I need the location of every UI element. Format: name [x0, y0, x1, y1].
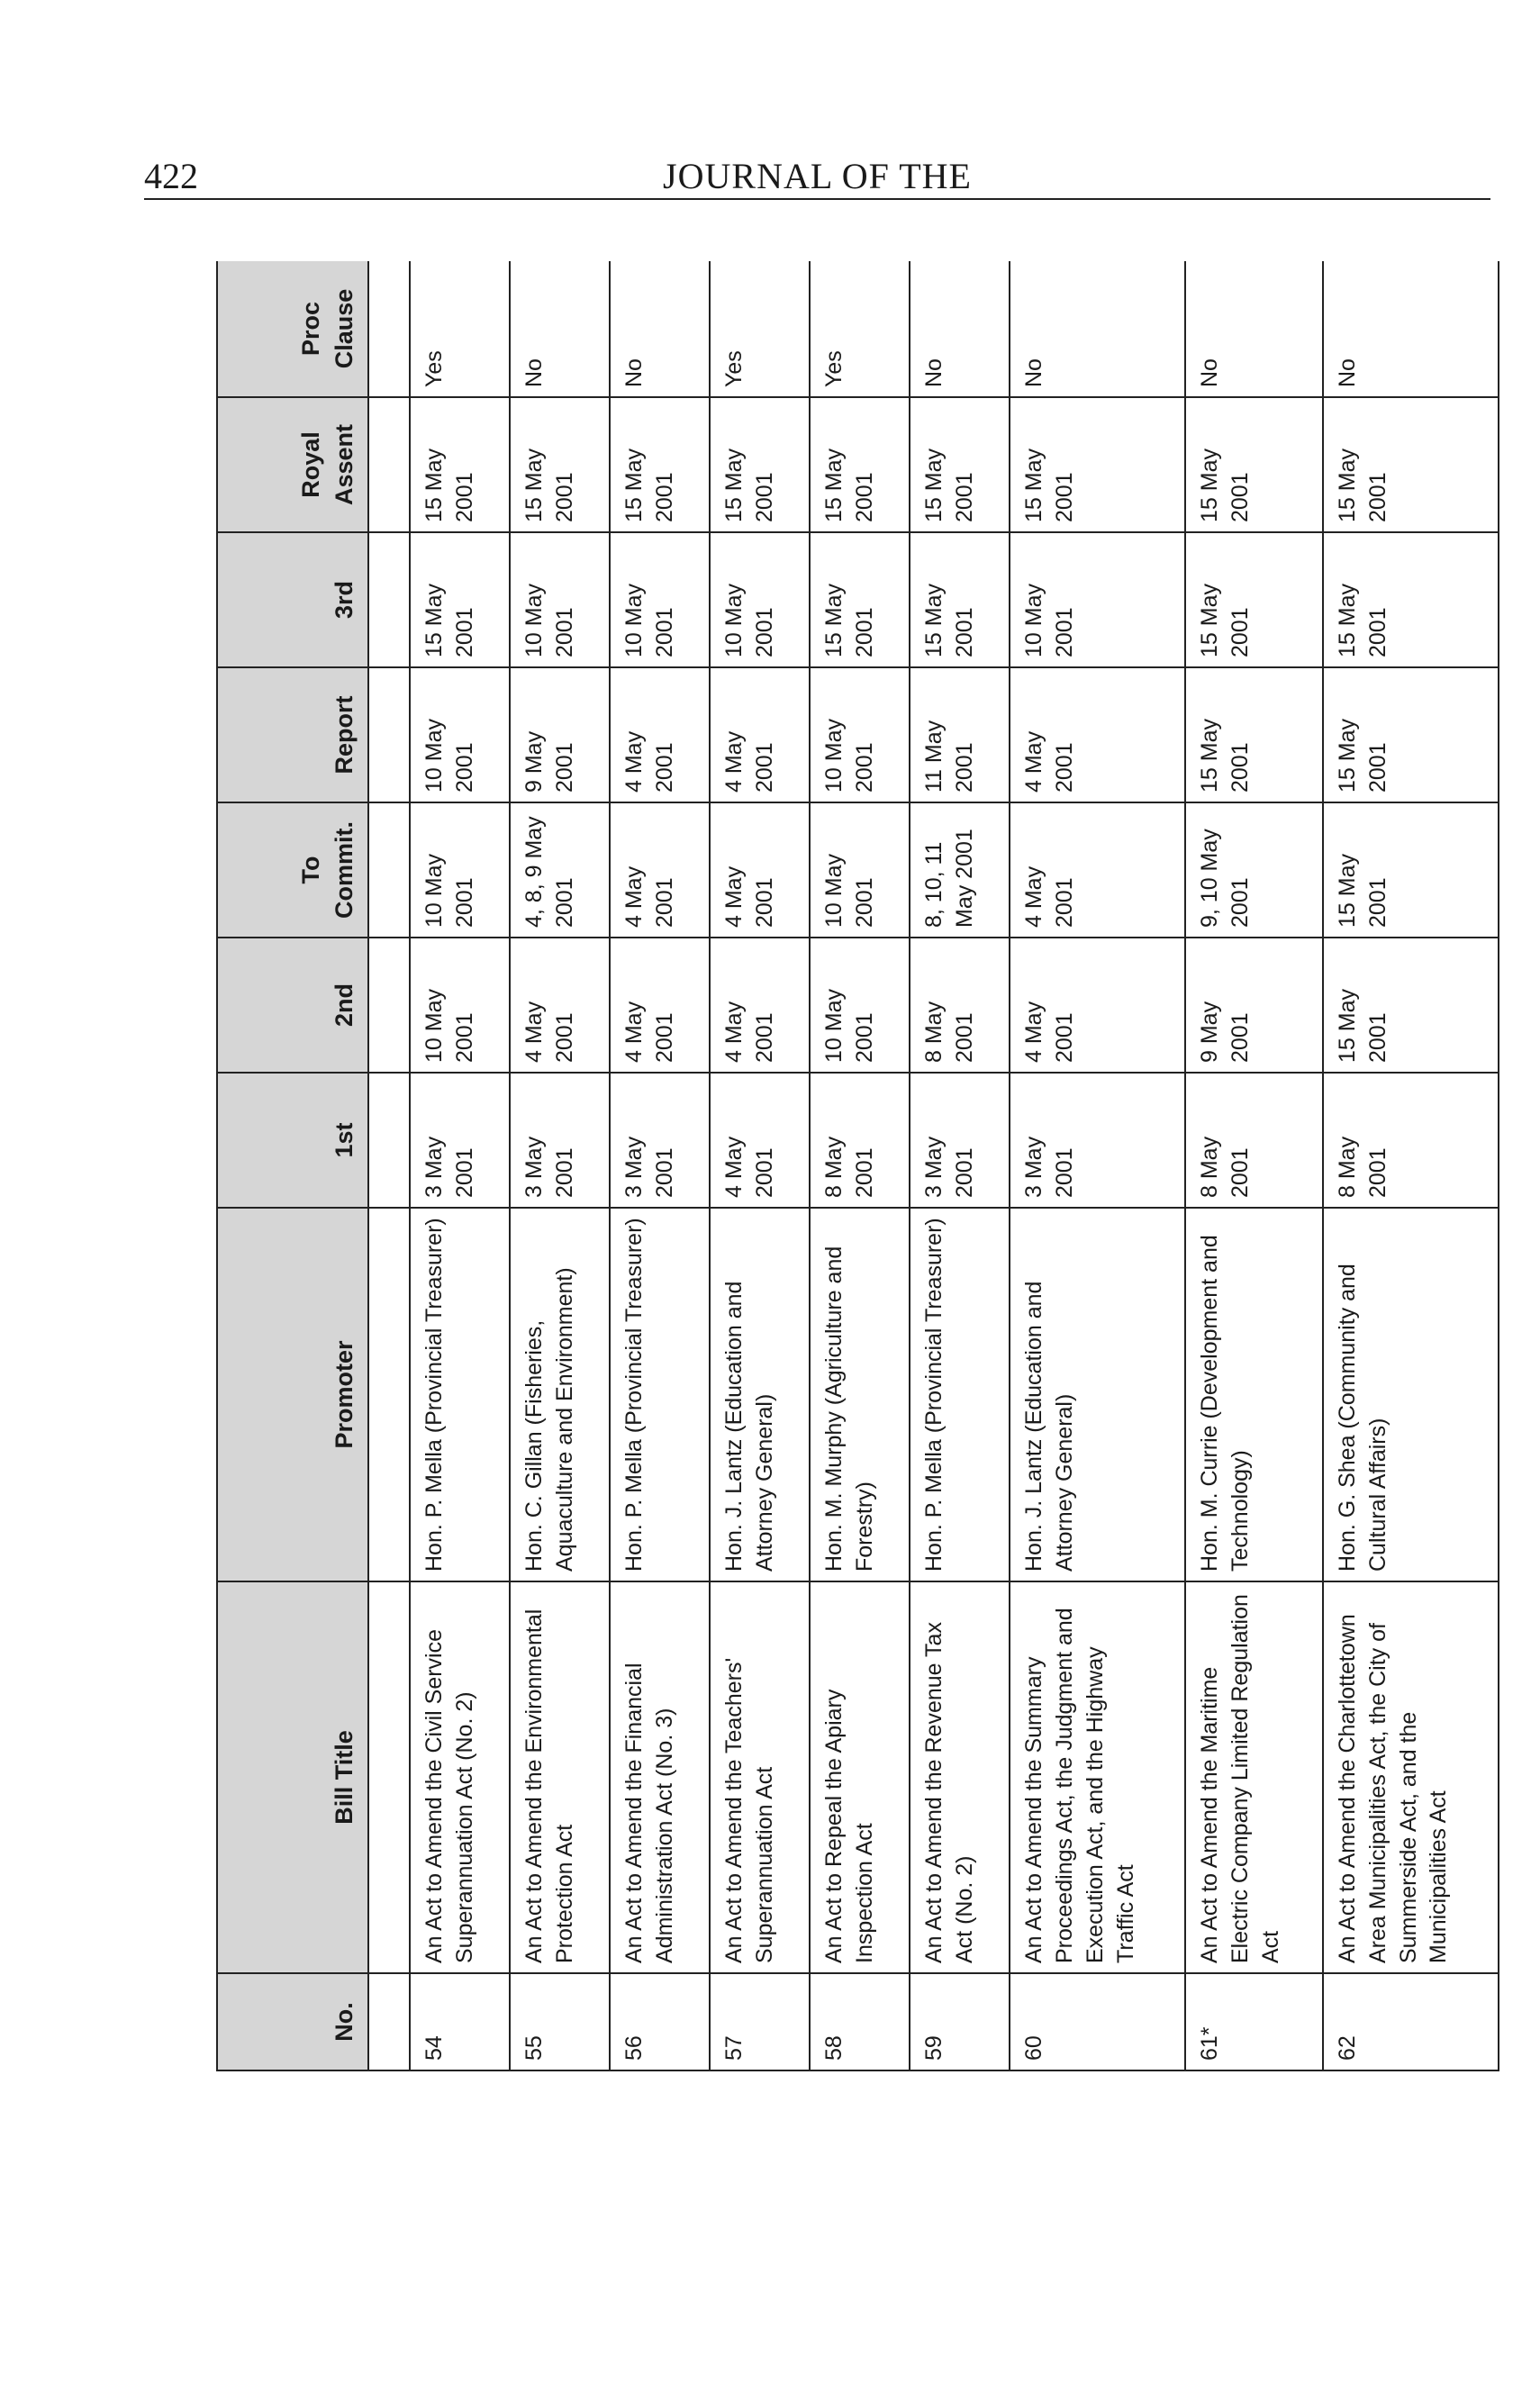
report-date: 15 May 2001: [1323, 667, 1499, 802]
bill-title: An Act to Amend the Civil Service Superannuation Act (No. 2): [410, 1581, 510, 1973]
first-reading: 8 May 2001: [1185, 1073, 1323, 1208]
bill-number: 61*: [1185, 1973, 1323, 2070]
journal-title: JOURNAL OF THE: [663, 156, 972, 196]
first-reading: 3 May 2001: [510, 1073, 610, 1208]
first-reading: 3 May 2001: [410, 1073, 510, 1208]
table-row: [610, 261, 710, 2070]
report-date: 10 May 2001: [410, 667, 510, 802]
bill-number: 60: [1010, 1973, 1185, 2070]
royal-assent: 15 May 2001: [910, 397, 1010, 532]
bill-title: An Act to Amend the Maritime Electric Company Limited Regulation Act: [1185, 1581, 1323, 1973]
col-header-third: 3rd: [217, 532, 368, 667]
spacer-cell: [368, 938, 410, 1073]
col-header-promoter: Promoter: [217, 1208, 368, 1581]
spacer-cell: [368, 532, 410, 667]
report-date: 4 May 2001: [1010, 667, 1185, 802]
bill-number: 54: [410, 1973, 510, 2070]
report-date: 15 May 2001: [1185, 667, 1323, 802]
proc-clause: Yes: [710, 261, 810, 397]
bill-number: 57: [710, 1973, 810, 2070]
table-row: [1185, 261, 1323, 2070]
proc-clause: No: [1323, 261, 1499, 397]
second-reading: 4 May 2001: [710, 938, 810, 1073]
royal-assent: 15 May 2001: [810, 397, 910, 532]
spacer-cell: [368, 1973, 410, 2070]
bill-title: An Act to Amend the Revenue Tax Act (No. 2): [910, 1581, 1010, 1973]
royal-assent: 15 May 2001: [1185, 397, 1323, 532]
third-reading: 10 May 2001: [710, 532, 810, 667]
bill-promoter: Hon. P. Mella (Provincial Treasurer): [610, 1208, 710, 1581]
report-date: 10 May 2001: [810, 667, 910, 802]
first-reading: 4 May 2001: [710, 1073, 810, 1208]
second-reading: 10 May 2001: [810, 938, 910, 1073]
third-reading: 10 May 2001: [610, 532, 710, 667]
table-row: [1010, 261, 1185, 2070]
second-reading: 10 May 2001: [410, 938, 510, 1073]
spacer-cell: [368, 802, 410, 938]
royal-assent: 15 May 2001: [1010, 397, 1185, 532]
second-reading: 15 May 2001: [1323, 938, 1499, 1073]
to-committee: 10 May 2001: [410, 802, 510, 938]
royal-assent: 15 May 2001: [410, 397, 510, 532]
bill-promoter: Hon. J. Lantz (Education and Attorney General): [710, 1208, 810, 1581]
second-reading: 8 May 2001: [910, 938, 1010, 1073]
page-number: 422: [144, 156, 198, 196]
page-header: [144, 151, 1490, 200]
table-header-row: [217, 261, 368, 2070]
col-header-no: No.: [217, 1973, 368, 2070]
bills-table-rotated: [216, 261, 1499, 2071]
to-committee: 4 May 2001: [1010, 802, 1185, 938]
report-date: 11 May 2001: [910, 667, 1010, 802]
proc-clause: Yes: [810, 261, 910, 397]
table-row: [910, 261, 1010, 2070]
third-reading: 10 May 2001: [1010, 532, 1185, 667]
bill-title: An Act to Amend the Environmental Protection Act: [510, 1581, 610, 1973]
spacer-cell: [368, 667, 410, 802]
bill-number: 59: [910, 1973, 1010, 2070]
bill-number: 62: [1323, 1973, 1499, 2070]
bills-table: [216, 261, 1499, 2071]
spacer-cell: [368, 397, 410, 532]
bill-promoter: Hon. M. Murphy (Agriculture and Forestry): [810, 1208, 910, 1581]
spacer-cell: [368, 1073, 410, 1208]
bill-promoter: Hon. P. Mella (Provincial Treasurer): [910, 1208, 1010, 1581]
bill-title: An Act to Repeal the Apiary Inspection Act: [810, 1581, 910, 1973]
col-header-royal-assent: Royal Assent: [217, 397, 368, 532]
third-reading: 15 May 2001: [1185, 532, 1323, 667]
bill-title: An Act to Amend the Summary Proceedings Act, the Judgment and Execution Act, and the Highway Traffic Act: [1010, 1581, 1185, 1973]
proc-clause: No: [610, 261, 710, 397]
bill-title: An Act to Amend the Charlottetown Area Municipalities Act, the City of Summerside Act, and the Municipalities Act: [1323, 1581, 1499, 1973]
to-committee: 15 May 2001: [1323, 802, 1499, 938]
table-row: [510, 261, 610, 2070]
to-committee: 9, 10 May 2001: [1185, 802, 1323, 938]
proc-clause: No: [910, 261, 1010, 397]
second-reading: 9 May 2001: [1185, 938, 1323, 1073]
bill-title: An Act to Amend the Teachers' Superannuation Act: [710, 1581, 810, 1973]
to-committee: 8, 10, 11 May 2001: [910, 802, 1010, 938]
report-date: 9 May 2001: [510, 667, 610, 802]
royal-assent: 15 May 2001: [610, 397, 710, 532]
table-row: [410, 261, 510, 2070]
bill-title: An Act to Amend the Financial Administration Act (No. 3): [610, 1581, 710, 1973]
col-header-first: 1st: [217, 1073, 368, 1208]
spacer-cell: [368, 261, 410, 397]
third-reading: 15 May 2001: [910, 532, 1010, 667]
to-committee: 10 May 2001: [810, 802, 910, 938]
bill-number: 58: [810, 1973, 910, 2070]
royal-assent: 15 May 2001: [710, 397, 810, 532]
third-reading: 10 May 2001: [510, 532, 610, 667]
bill-promoter: Hon. G. Shea (Community and Cultural Affairs): [1323, 1208, 1499, 1581]
royal-assent: 15 May 2001: [510, 397, 610, 532]
third-reading: 15 May 2001: [1323, 532, 1499, 667]
report-date: 4 May 2001: [710, 667, 810, 802]
proc-clause: No: [1010, 261, 1185, 397]
third-reading: 15 May 2001: [810, 532, 910, 667]
col-header-to-commit: To Commit.: [217, 802, 368, 938]
second-reading: 4 May 2001: [510, 938, 610, 1073]
bill-promoter: Hon. M. Currie (Development and Technology): [1185, 1208, 1323, 1581]
first-reading: 3 May 2001: [910, 1073, 1010, 1208]
bill-number: 55: [510, 1973, 610, 2070]
proc-clause: No: [510, 261, 610, 397]
bill-promoter: Hon. C. Gillan (Fisheries, Aquaculture and Environment): [510, 1208, 610, 1581]
first-reading: 8 May 2001: [1323, 1073, 1499, 1208]
col-header-bill-title: Bill Title: [217, 1581, 368, 1973]
second-reading: 4 May 2001: [1010, 938, 1185, 1073]
proc-clause: No: [1185, 261, 1323, 397]
to-committee: 4, 8, 9 May 2001: [510, 802, 610, 938]
bill-number: 56: [610, 1973, 710, 2070]
bill-promoter: Hon. J. Lantz (Education and Attorney General): [1010, 1208, 1185, 1581]
spacer-cell: [368, 1581, 410, 1973]
table-row: [1323, 261, 1499, 2070]
table-row: [710, 261, 810, 2070]
second-reading: 4 May 2001: [610, 938, 710, 1073]
first-reading: 8 May 2001: [810, 1073, 910, 1208]
bill-promoter: Hon. P. Mella (Provincial Treasurer): [410, 1208, 510, 1581]
to-committee: 4 May 2001: [610, 802, 710, 938]
bills-table-frame: [216, 261, 1499, 2071]
col-header-second: 2nd: [217, 938, 368, 1073]
table-row: [810, 261, 910, 2070]
col-header-proc-clause: Proc Clause: [217, 261, 368, 397]
proc-clause: Yes: [410, 261, 510, 397]
first-reading: 3 May 2001: [610, 1073, 710, 1208]
to-committee: 4 May 2001: [710, 802, 810, 938]
table-spacer-row: [368, 261, 410, 2070]
report-date: 4 May 2001: [610, 667, 710, 802]
third-reading: 15 May 2001: [410, 532, 510, 667]
spacer-cell: [368, 1208, 410, 1581]
col-header-report: Report: [217, 667, 368, 802]
royal-assent: 15 May 2001: [1323, 397, 1499, 532]
first-reading: 3 May 2001: [1010, 1073, 1185, 1208]
